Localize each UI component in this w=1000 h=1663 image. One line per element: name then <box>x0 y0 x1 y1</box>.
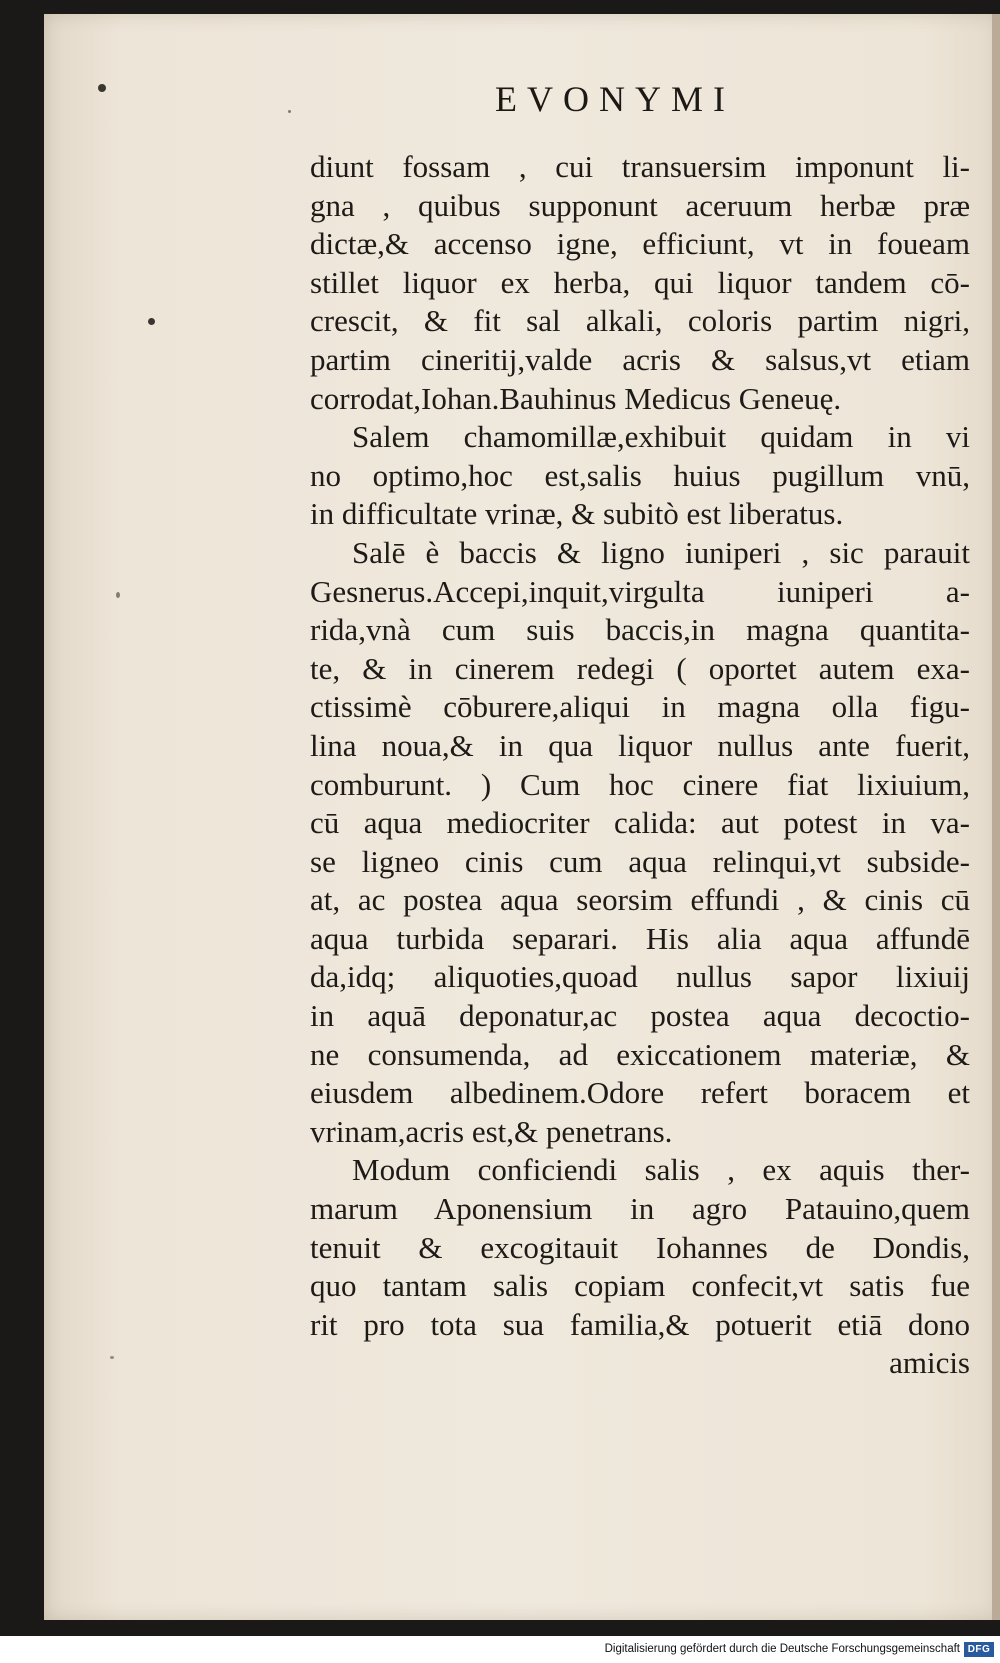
text-line: Gesnerus.Accepi,inquit,virgulta iuniperi a- <box>310 573 970 609</box>
text-line: in aquā deponatur,ac postea aqua decoctio- <box>310 998 970 1034</box>
text-line: rida,vnà cum suis baccis,in magna quantita- <box>310 612 970 648</box>
text-line: dictæ,& accenso igne, efficiunt, vt in foueam <box>310 226 970 262</box>
text-line: partim cineritij,valde acris & salsus,vt etiam <box>310 341 970 377</box>
ink-speck <box>116 592 120 598</box>
text-line: cū aqua mediocriter calida: aut potest in va- <box>310 805 970 841</box>
text-line: tenuit & excogitauit Iohannes de Dondis, <box>310 1229 970 1265</box>
body-text <box>310 148 970 1383</box>
text-line: diunt fossam , cui transuersim imponunt li- <box>310 149 970 184</box>
text-line: gna , quibus supponunt aceruum herbæ præ <box>310 187 970 223</box>
text-line: comburunt. ) Cum hoc cinere fiat lixiuium, <box>310 766 970 802</box>
text-line: da,idq; aliquoties,quoad nullus sapor lixiuij <box>310 959 970 995</box>
text-line: lina noua,& in qua liquor nullus ante fuerit, <box>310 727 970 763</box>
text-line: rit pro tota sua familia,& potuerit etiā dono <box>310 1306 970 1342</box>
funding-credit: Digitalisierung gefördert durch die Deutsche Forschungsgemeinschaft <box>604 1643 960 1655</box>
text-line: ne consumenda, ad exiccationem materiæ, & <box>310 1036 970 1072</box>
ink-speck <box>98 84 106 92</box>
dfg-logo: DFG <box>964 1642 994 1657</box>
ink-speck <box>288 110 291 113</box>
ink-speck <box>110 1356 114 1359</box>
text-line: vrinam,acris est,& penetrans. <box>310 1113 673 1149</box>
digitization-footer <box>0 1636 1000 1663</box>
text-line: stillet liquor ex herba, qui liquor tandem cō- <box>310 264 970 300</box>
text-line: Salē è baccis & ligno iuniperi , sic parauit <box>352 534 970 570</box>
text-line: quo tantam salis copiam confecit,vt satis fue <box>310 1268 970 1304</box>
text-line: no optimo,hoc est,salis huius pugillum vnū, <box>310 457 970 493</box>
text-line: amicis <box>889 1345 970 1381</box>
ink-speck <box>148 318 155 325</box>
text-line: Salem chamomillæ,exhibuit quidam in vi <box>352 419 970 455</box>
page-edge <box>992 14 1000 1620</box>
text-line: ctissimè cōburere,aliqui in magna olla figu- <box>310 689 970 725</box>
text-line: crescit, & fit sal alkali, coloris partim nigri, <box>310 303 970 339</box>
text-line: in difficultate vrinæ, & subitò est liberatus. <box>310 496 844 532</box>
text-line: se ligneo cinis cum aqua relinqui,vt subside- <box>310 843 970 879</box>
text-line: Modum conficiendi salis , ex aquis ther- <box>352 1152 970 1188</box>
text-line: corrodat,Iohan.Bauhinus Medicus Geneuę. <box>310 380 842 416</box>
text-line: te, & in cinerem redegi ( oportet autem exa- <box>310 650 970 686</box>
text-line: marum Aponensium in agro Patauino,quem <box>310 1191 970 1227</box>
running-head: EVONYMI <box>495 79 735 119</box>
text-line: at, ac postea aqua seorsim effundi , & cinis cū <box>310 882 970 918</box>
text-line: aqua turbida separari. His alia aqua affundē <box>310 920 970 956</box>
text-line: eiusdem albedinem.Odore refert boracem et <box>310 1075 970 1111</box>
